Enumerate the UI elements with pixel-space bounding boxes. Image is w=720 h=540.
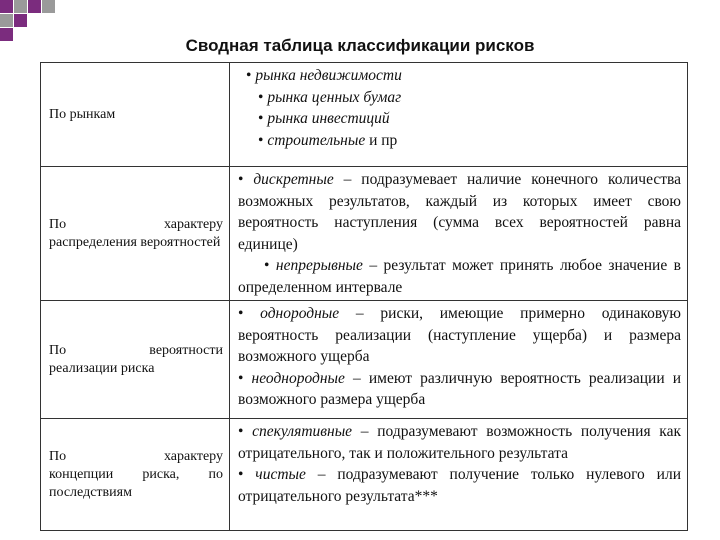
category-cell [41,301,230,419]
list-item: • строительные и пр [258,131,398,149]
list-item: • неоднородные – имеют различную вероятность реализации и возможного размера ущерба [238,369,681,408]
term-description: – риски, имеющие примерно одинаковую вероятность реализации (наступление ущерба) и размера возможного ущерба [238,305,681,365]
term-description: – результат может принять любое значение в определенном интервале [238,257,681,296]
term: рынка ценных бумаг [267,88,402,106]
category-label: распределения вероятностей [49,234,221,250]
list-item: • чистые – подразумевают получение только нулевого или отрицательного результата*** [238,466,681,505]
term: рынка инвестиций [267,110,390,127]
description-cell [230,63,688,167]
term: однородные [260,305,340,322]
page-title: Сводная таблица классификации рисков [185,36,535,55]
list-item: • рынка инвестиций [258,110,390,127]
term-description: – подразумевают возможность получения как отрицательного, так и положительного результата [238,423,681,462]
corner-square [14,0,27,13]
term: строительные [267,131,366,149]
list-item: • спекулятивные – подразумевают возможность получения как отрицательного, так и положительного результата [238,423,681,462]
term-description: – имеют различную вероятность реализации и возможного размера ущерба [238,369,681,408]
category-label-line: По характеру [49,216,223,232]
category-label-line: По характеру [49,448,223,464]
description-cell [230,301,688,419]
term: спекулятивные [252,423,353,440]
category-label: По рынкам [49,106,116,122]
term: дискретные [253,171,334,188]
corner-square [42,0,55,13]
table-row [41,419,688,531]
category-label-line: По вероятности [49,342,223,358]
description-cell [230,419,688,531]
term: рынка недвижимости [255,67,402,84]
list-item: • рынка ценных бумаг [258,88,402,106]
term-suffix: и пр [365,131,398,149]
list-item: • непрерывные – результат может принять любое значение в определенном интервале [238,257,681,296]
table-row [41,63,688,167]
corner-square [0,0,13,13]
list-item: • однородные – риски, имеющие примерно одинаковую вероятность реализации (наступление ущерба) и размера возможного ущерба [238,305,681,365]
corner-square [0,14,13,27]
term: непрерывные [275,257,363,274]
table-row [41,167,688,301]
table-row [41,301,688,419]
corner-square [14,14,27,27]
term-description: – подразумевает наличие конечного количества возможных результатов, каждый из которых имеет свою вероятность наступления (сумма всех вероятностей равна единице) [238,171,681,253]
category-cell [41,167,230,301]
term: чистые [255,466,306,483]
list-item: • рынка недвижимости [246,67,402,84]
category-label: концепции риска, по последствиям [49,466,223,500]
corner-square [28,0,41,13]
category-cell [41,419,230,531]
term-description: – подразумевают получение только нулевого или отрицательного результата*** [238,466,681,505]
description-cell [230,167,688,301]
category-label: реализации риска [49,360,155,376]
list-item: • дискретные – подразумевает наличие конечного количества возможных результатов, каждый из которых имеет свою вероятность наступления (сумма всех вероятностей равна единице) [238,171,681,253]
category-cell [41,63,230,167]
term: неоднородные [251,369,345,387]
risk-classification-table [40,62,688,531]
